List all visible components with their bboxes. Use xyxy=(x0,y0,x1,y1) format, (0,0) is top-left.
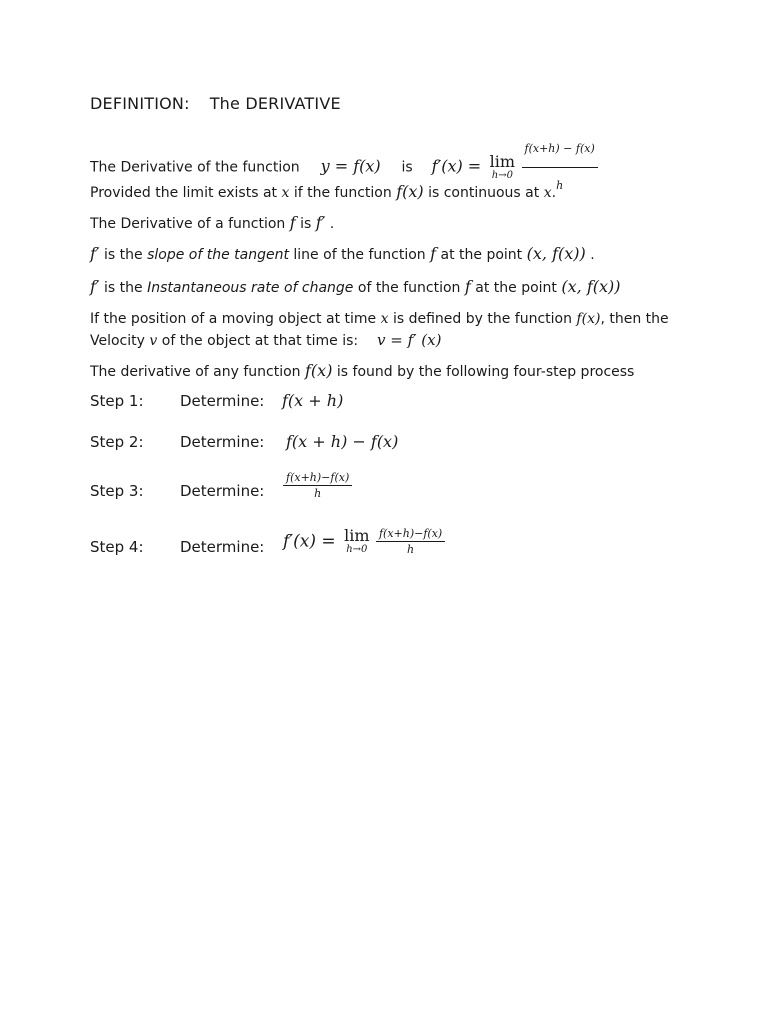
math-fprime: f′ xyxy=(90,244,100,263)
step-label: Step 2: xyxy=(90,433,144,451)
math-fprime: f′ xyxy=(315,213,326,232)
quotient-numerator: f(x+h)−f(x) xyxy=(376,527,445,542)
limit-word: lim xyxy=(489,151,516,171)
quotient-numerator: f(x+h)−f(x) xyxy=(283,471,352,486)
limit-condition-line xyxy=(90,183,556,202)
step-determine: Determine: xyxy=(180,433,265,451)
process-intro-line xyxy=(90,362,634,381)
text-span: is the xyxy=(104,247,143,263)
math-x: x xyxy=(543,185,552,201)
title-subject: The DERIVATIVE xyxy=(209,94,341,113)
text-span: The Derivative of a function xyxy=(90,216,286,232)
text-span: Provided the limit exists at xyxy=(90,185,278,201)
difference-quotient xyxy=(376,527,445,556)
text-span: of the object at that time is: xyxy=(161,333,359,349)
text-span: Velocity xyxy=(90,333,145,349)
text-span: if the function xyxy=(293,185,392,201)
function-equation: y = f(x) xyxy=(320,156,381,176)
text-span: . xyxy=(329,216,335,232)
velocity-equation: v = f′ (x) xyxy=(377,331,442,349)
velocity-line-2 xyxy=(90,331,441,350)
text-span: . xyxy=(551,185,557,201)
step-determine: Determine: xyxy=(180,538,265,556)
limit-word: lim xyxy=(344,525,370,545)
text-span: , then the xyxy=(600,311,669,327)
math-fx: f(x) xyxy=(396,182,424,201)
title-label: DEFINITION: xyxy=(90,94,190,113)
math-point: (x, f(x)) xyxy=(561,277,621,296)
math-f: f xyxy=(464,277,471,296)
math-x: x xyxy=(380,311,389,327)
step-label: Step 1: xyxy=(90,392,144,410)
emphasis-text: Instantaneous rate of change xyxy=(147,280,354,296)
slope-line xyxy=(90,245,595,264)
text-span: is the xyxy=(104,280,143,296)
text-span: is xyxy=(300,216,312,232)
text-span: If the position of a moving object at time xyxy=(90,311,377,327)
quotient-denominator: h xyxy=(314,487,322,500)
derivative-lhs: f′(x) = xyxy=(431,156,482,176)
page-title xyxy=(90,95,341,113)
rate-line xyxy=(90,278,620,297)
math-x: x xyxy=(281,185,290,201)
text-span: at the point xyxy=(440,247,523,263)
text-span: of the function xyxy=(357,280,461,296)
math-point: (x, f(x)) xyxy=(526,244,586,263)
math-fprime: f′ xyxy=(90,277,100,296)
text-span: . xyxy=(590,247,595,263)
math-fx: f(x) xyxy=(576,311,601,327)
step-determine: Determine: xyxy=(180,392,265,410)
quotient-denominator: h xyxy=(407,543,415,556)
step-expression xyxy=(283,471,352,500)
quotient-numerator: f(x+h) − f(x) xyxy=(522,132,598,168)
math-fx: f(x) xyxy=(305,361,333,380)
limit-operator xyxy=(489,151,516,182)
step-expression: f(x + h) xyxy=(282,391,344,410)
limit-operator xyxy=(344,525,370,556)
text-span: at the point xyxy=(475,280,557,296)
emphasis-text: slope of the tangent xyxy=(147,247,289,263)
step-label: Step 4: xyxy=(90,538,144,556)
step-expression: f(x + h) − f(x) xyxy=(286,432,399,451)
math-f: f xyxy=(430,244,437,263)
quotient-denominator: h xyxy=(556,179,564,192)
math-f: f xyxy=(289,213,296,232)
limit-subscript: h→0 xyxy=(346,543,368,555)
text-span: is defined by the function xyxy=(392,311,572,327)
math-v: v xyxy=(149,333,158,349)
is-text: is xyxy=(401,159,413,176)
step-label: Step 3: xyxy=(90,482,144,500)
difference-quotient xyxy=(283,471,352,500)
derivative-lhs: f′(x) = xyxy=(283,531,336,552)
text-span: is found by the following four-step process xyxy=(336,364,635,380)
text-span: line of the function xyxy=(293,247,426,263)
velocity-line-1 xyxy=(90,310,669,328)
definition-text: The Derivative of the function xyxy=(90,159,300,176)
derivative-notation-line xyxy=(90,214,334,233)
text-span: The derivative of any function xyxy=(90,364,301,380)
text-span: is continuous at xyxy=(428,185,540,201)
step-determine: Determine: xyxy=(180,482,265,500)
step-expression xyxy=(283,527,445,556)
limit-subscript: h→0 xyxy=(491,169,513,181)
